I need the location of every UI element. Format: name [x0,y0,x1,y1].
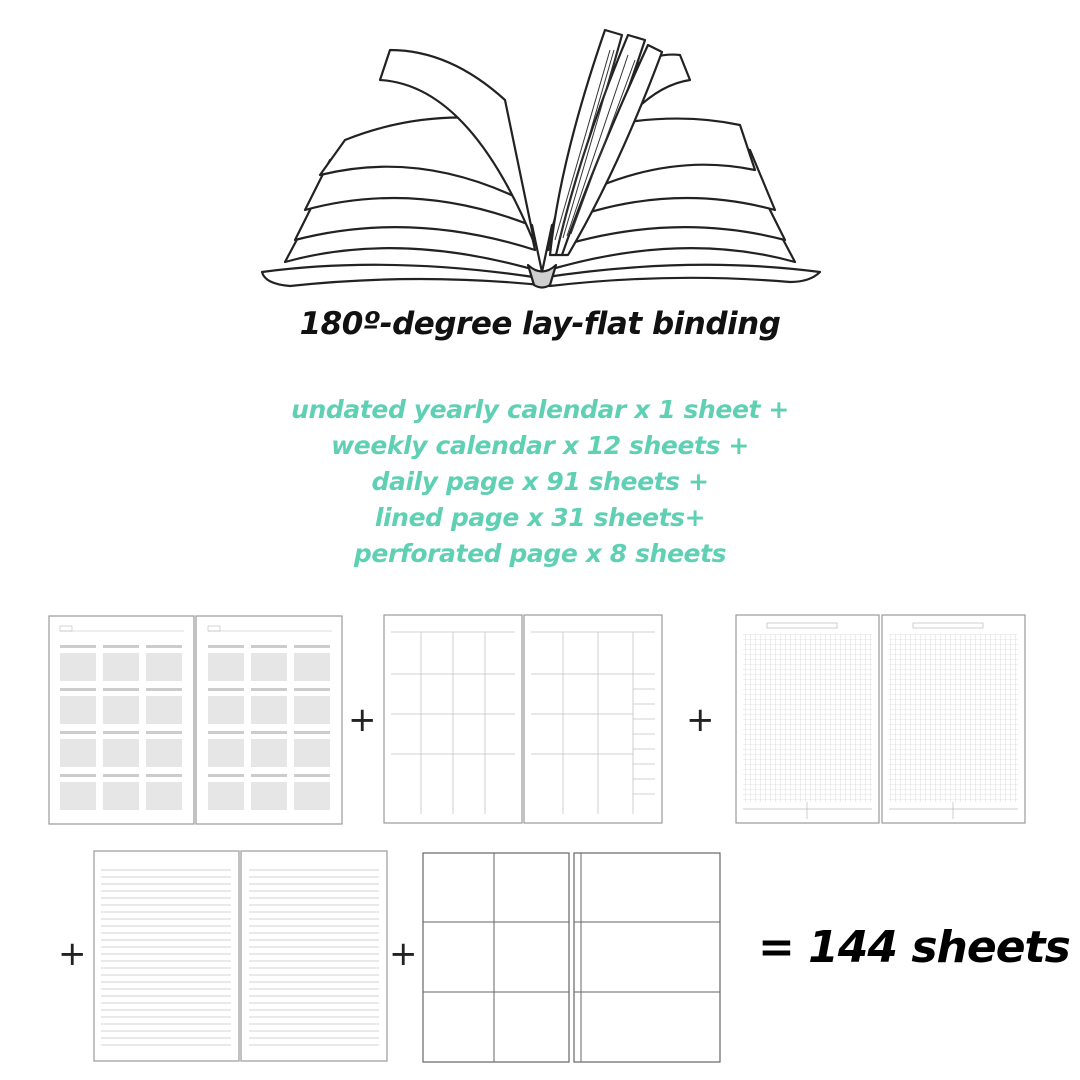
contents-line: undated yearly calendar x 1 sheet + [291,395,789,424]
open-book-icon [250,10,830,300]
contents-line: perforated page x 8 sheets [353,539,727,568]
contents-line: lined page x 31 sheets+ [374,503,706,532]
plus-sign: + [389,934,418,974]
lined-page-spread [93,850,389,1062]
contents-line: weekly calendar x 12 sheets + [331,431,749,460]
yearly-calendar-spread [48,615,344,825]
plus-sign: + [348,700,377,740]
total-sheets: = 144 sheets [758,922,1070,973]
contents-line: daily page x 91 sheets + [371,467,709,496]
daily-grid-spread [735,614,1027,824]
perforated-page-spread [422,852,722,1064]
plus-sign: + [686,700,715,740]
weekly-calendar-spread [383,614,663,824]
contents-list [0,392,1080,572]
binding-headline: 180º-degree lay-flat binding [299,306,781,342]
plus-sign: + [58,934,87,974]
